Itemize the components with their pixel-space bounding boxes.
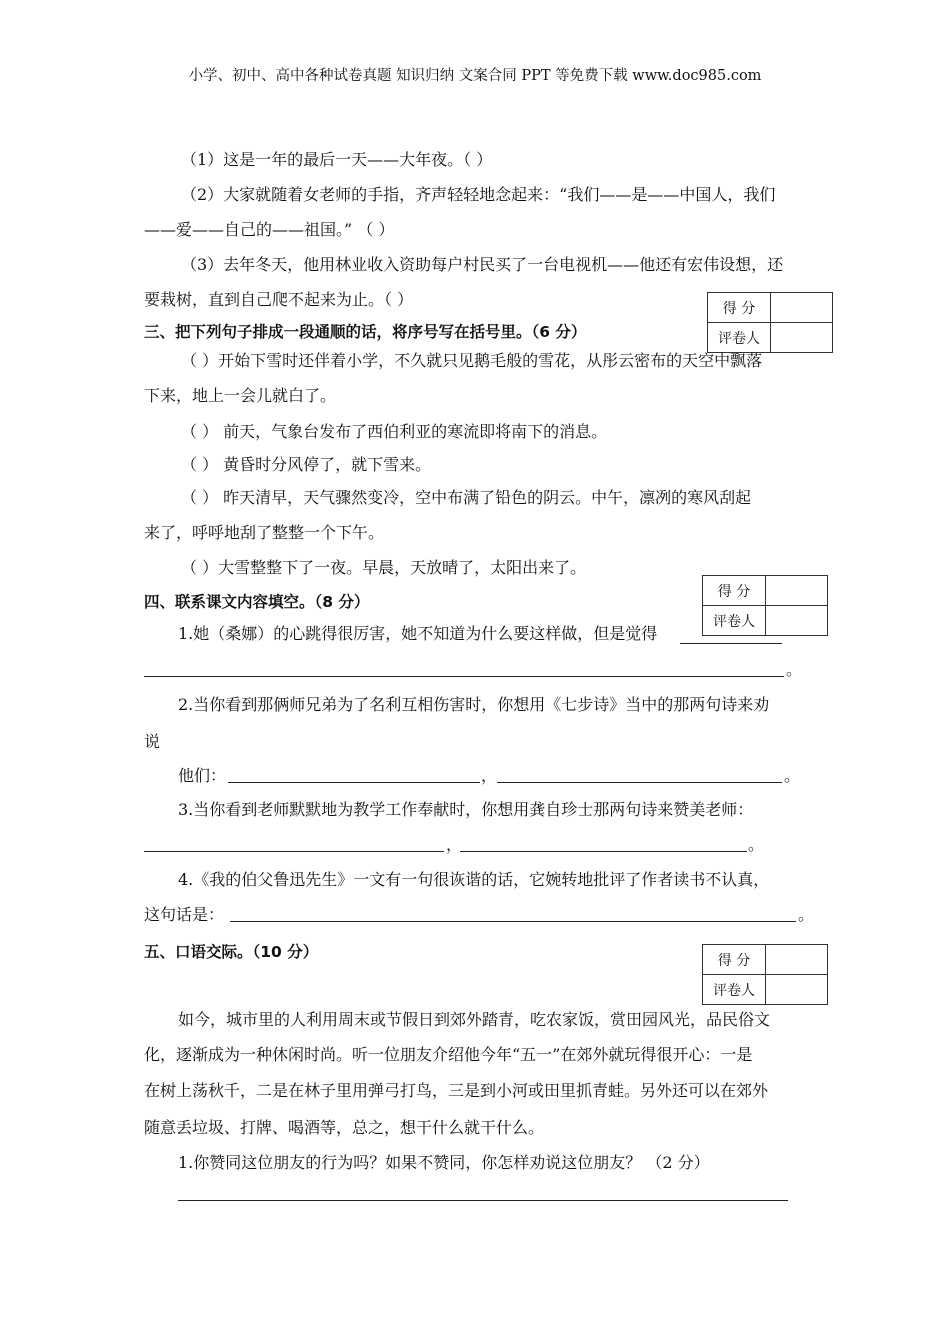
s3-sentence-1-line1: （ ）开始下雪时还伴着小学，不久就只见鹅毛般的雪花，从彤云密布的天空中飘落: [181, 351, 763, 370]
s4-q4-blank[interactable]: [230, 921, 796, 922]
s4-q2-blank-b[interactable]: [497, 782, 782, 783]
score-cell[interactable]: [766, 945, 828, 975]
s2-item-3-line2: 要栽树，直到自己爬不起来为止。（ ）: [144, 290, 414, 309]
s4-q1-blank-a[interactable]: [680, 643, 782, 644]
s2-item-2-line1: （2）大家就随着女老师的手指，齐声轻轻地念起来：“我们——是——中国人，我们: [181, 185, 776, 204]
grader-label: 评卷人: [703, 975, 766, 1005]
s2-item-1: （1）这是一年的最后一天——大年夜。（ ）: [181, 150, 493, 169]
score-label: 得 分: [708, 293, 771, 323]
s3-sentence-4-line1: （ ） 昨天清早，天气骤然变冷，空中布满了铅色的阴云。中午，凛冽的寒风刮起: [181, 488, 752, 507]
page-header: 小学、初中、高中各种试卷真题 知识归纳 文案合同 PPT 等免费下载 www.doc985.com: [188, 68, 762, 84]
s3-sentence-2: （ ） 前天，气象台发布了西伯利亚的寒流即将南下的消息。: [181, 422, 608, 441]
s5-passage-line3: 在树上荡秋千，二是在林子里用弹弓打鸟，三是到小河或田里抓青蛙。另外还可以在郊外: [144, 1081, 769, 1100]
score-label: 得 分: [703, 576, 766, 606]
section4-title: 四、联系课文内容填空。（8 分）: [144, 593, 370, 611]
score-label: 得 分: [703, 945, 766, 975]
s4-q3-period: 。: [748, 835, 765, 854]
s2-item-2-line2: ——爱——自己的——祖国。” （ ）: [144, 220, 395, 239]
s3-sentence-5: （ ）大雪整整下了一夜。早晨，天放晴了，太阳出来了。: [181, 558, 587, 577]
score-box-section4: [702, 575, 828, 636]
grader-label: 评卷人: [703, 606, 766, 636]
s3-sentence-3: （ ） 黄昏时分风停了，就下雪来。: [181, 455, 432, 474]
s5-passage-line1: 如今，城市里的人利用周末或节假日到郊外踏青，吃农家饭，赏田园风光，品民俗文: [178, 1010, 771, 1029]
s5-q1-answer-line[interactable]: [178, 1200, 788, 1201]
s4-question-4-prefix: 这句话是：: [144, 905, 225, 924]
s4-question-2-line1: 2.当你看到那俩师兄弟为了名利互相伤害时，你想用《七步诗》当中的那两句诗来劝: [178, 695, 770, 714]
s4-question-4-line1: 4.《我的伯父鲁迅先生》一文有一句很诙谐的话，它婉转地批评了作者读书不认真，: [178, 870, 770, 889]
s3-sentence-1-line2: 下来，地上一会儿就白了。: [144, 386, 337, 405]
s4-q3-comma: ，: [446, 835, 463, 854]
score-cell[interactable]: [771, 293, 833, 323]
s4-q1-period: 。: [786, 660, 803, 679]
grader-cell[interactable]: [766, 606, 828, 636]
s5-question-1: 1.你赞同这位朋友的行为吗？如果不赞同，你怎样劝说这位朋友？ （2 分）: [178, 1153, 710, 1172]
s5-passage-line2: 化，逐渐成为一种休闲时尚。听一位朋友介绍他今年“五一”在郊外就玩得很开心：一是: [144, 1045, 753, 1064]
score-cell[interactable]: [766, 576, 828, 606]
s4-q3-blank-a[interactable]: [144, 851, 444, 852]
s5-passage-line4: 随意丢垃圾、打牌、喝酒等，总之，想干什么就干什么。: [144, 1118, 545, 1137]
s4-q3-blank-b[interactable]: [460, 851, 747, 852]
s2-item-3-line1: （3）去年冬天，他用林业收入资助每户村民买了一台电视机——他还有宏伟设想，还: [181, 255, 784, 274]
s4-q2-comma: ，: [481, 766, 498, 785]
grader-cell[interactable]: [766, 975, 828, 1005]
grader-cell[interactable]: [771, 323, 833, 353]
s4-q1-blank-b[interactable]: [144, 676, 784, 677]
section3-title: 三、把下列句子排成一段通顺的话，将序号写在括号里。（6 分）: [144, 323, 587, 341]
s4-question-2-prefix: 他们：: [178, 766, 227, 785]
s4-question-2-line2: 说: [144, 732, 161, 751]
grader-label: 评卷人: [708, 323, 771, 353]
score-box-section3: [707, 292, 833, 353]
s4-q4-period: 。: [798, 905, 815, 924]
s4-question-3: 3.当你看到老师默默地为教学工作奉献时，你想用龚自珍士那两句诗来赞美老师：: [178, 800, 754, 819]
s3-sentence-4-line2: 来了，呼呼地刮了整整一个下午。: [144, 523, 385, 542]
s4-question-1: 1.她（桑娜）的心跳得很厉害，她不知道为什么要这样做，但是觉得: [178, 624, 658, 643]
section5-title: 五、口语交际。（10 分）: [144, 943, 319, 961]
s4-q2-period: 。: [784, 766, 801, 785]
s4-q2-blank-a[interactable]: [228, 782, 480, 783]
score-box-section5: [702, 944, 828, 1005]
